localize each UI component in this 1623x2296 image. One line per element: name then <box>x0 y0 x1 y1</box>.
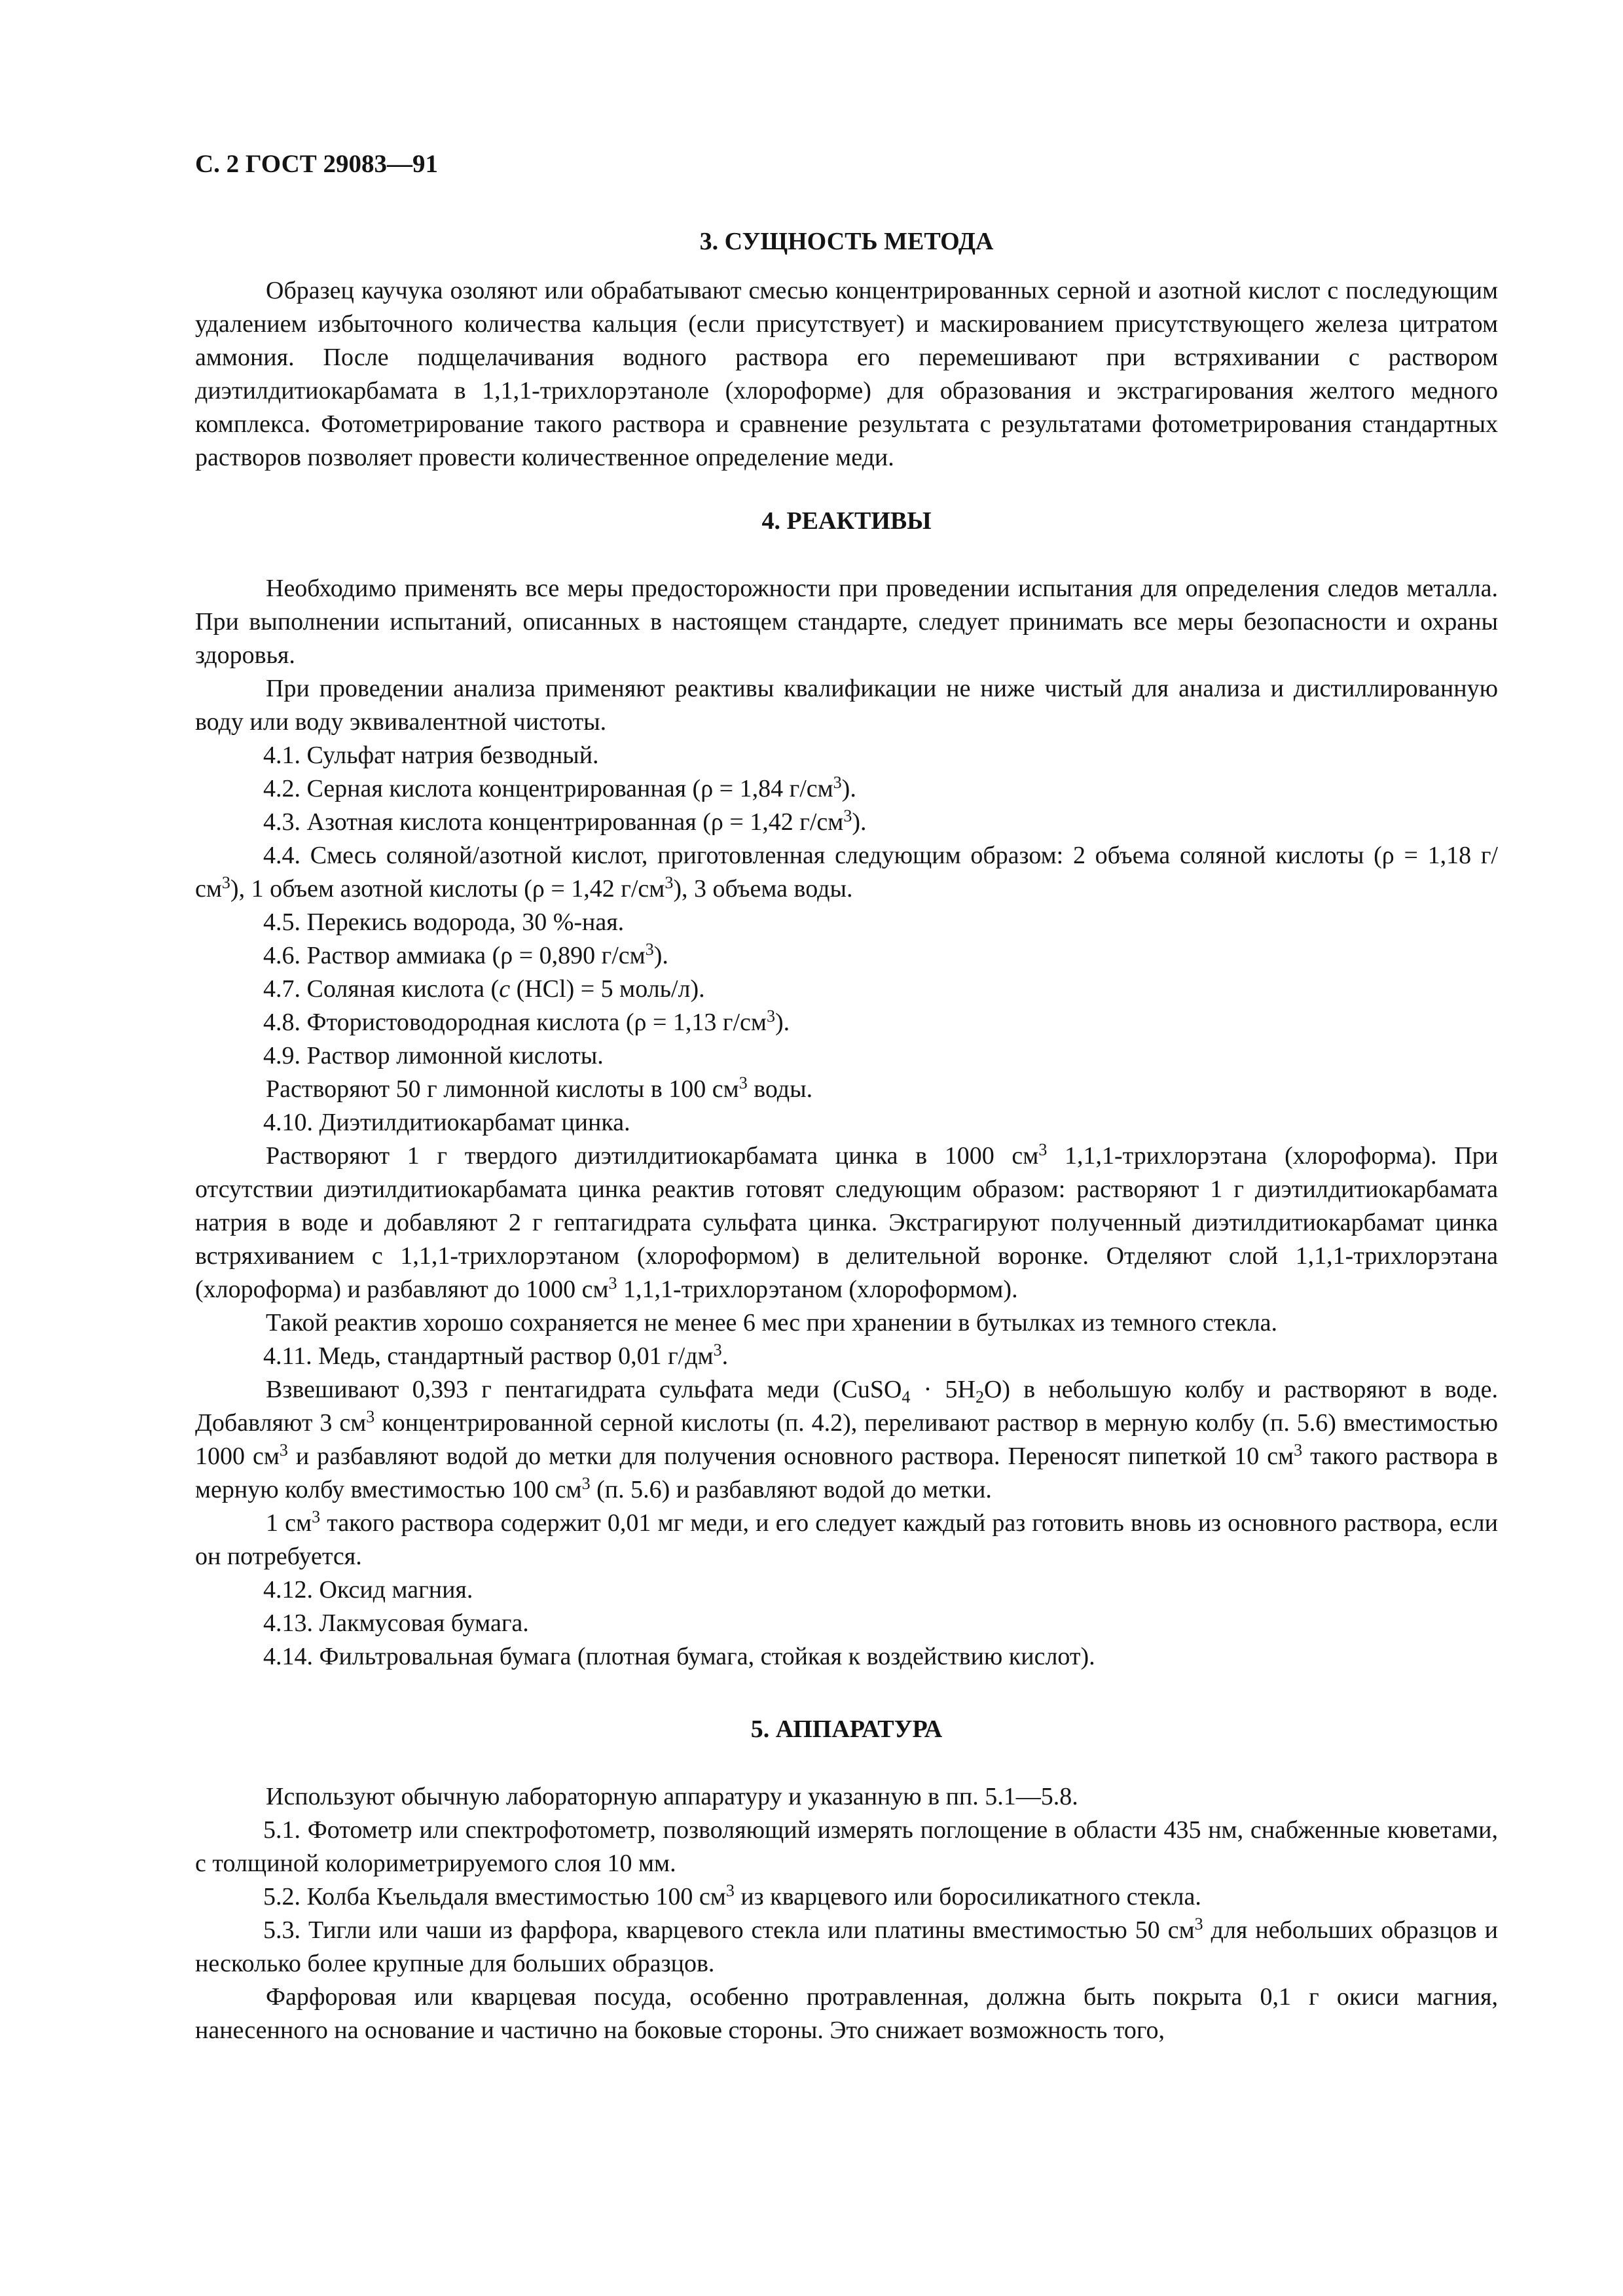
section-4-intro: Необходимо применять все меры предосторожности при проведении испытания для определения следов металла. При выполнении испытаний, описанных в настоящем стандарте, следует принимать все меры безопасности и охраны здоровья. <box>195 575 1498 669</box>
item-4-7: 4.7. Соляная кислота (c (HCl) = 5 моль/л). <box>263 975 705 1003</box>
item-4-6: 4.6. Раствор аммиака (ρ = 0,890 $г/см^3$). <box>263 940 668 969</box>
section-3-title: 3. СУЩНОСТЬ МЕТОДА <box>699 228 994 255</box>
page-body <box>195 225 1498 2047</box>
item-5-1: 5.1. Фотометр или спектрофотометр, позволяющий измерять поглощение в области 435 нм, снабженные кюветами, с толщиной колориметрируемого слоя 10 мм. <box>195 1816 1498 1877</box>
item-5-3: 5.3. Тигли или чаши из фарфора, кварцевого стекла или платины вместимостью 50 $см^3$ для небольших образцов и несколько более крупные для больших образцов. <box>195 1914 1498 1977</box>
item-4-5: 4.5. Перекись водорода, 30 %-ная. <box>263 908 625 936</box>
item-4-8: 4.8. Фтористоводородная кислота (ρ = 1,13 $г/см^3$). <box>263 1007 790 1036</box>
section-5-intro: Используют обычную лабораторную аппаратуру и указанную в пп. 5.1—5.8. <box>266 1783 1078 1810</box>
item-4-12: 4.12. Оксид магния. <box>263 1576 473 1604</box>
item-4-13: 4.13. Лакмусовая бумага. <box>263 1609 529 1637</box>
item-4-11-text: Взвешивают 0,393 г пентагидрата сульфата меди (CuSO$_4$ · $5H_2O$) в небольшую колбу и растворяют в воде. Добавляют 3 $см^3$ концентрированной серной кислоты (п. 4.2), переливают раствор в мерную колбу (п. 5.6) вместимостью 1000 $см^3$ и разбавляют водой до метки для получения основного раствора. Переносят пипеткой 10 $см^3$ такого раствора в мерную колбу вместимостью 100 $см^3$ (п. 5.6) и разбавляют водой до метки. <box>195 1376 1498 1503</box>
item-4-11: 4.11. Медь, стандартный раствор 0,01 $г/дм^3$. <box>263 1340 729 1370</box>
section-4-purity-note: При проведении анализа применяют реактивы квалификации не ниже чистый для анализа и дистиллированную воду или воду эквивалентной чистоты. <box>195 675 1498 736</box>
running-head: С. 2 ГОСТ 29083—91 <box>195 150 438 178</box>
item-4-9: 4.9. Раствор лимонной кислоты. <box>263 1042 604 1069</box>
item-5-3-note: Фарфоровая или кварцевая посуда, особенно протравленная, должна быть покрыта 0,1 г окиси магния, нанесенного на основание и частично на боковые стороны. Это снижает возможность того, <box>195 1983 1498 2044</box>
item-4-1: 4.1. Сульфат натрия безводный. <box>263 742 599 769</box>
section-4-title: 4. РЕАКТИВЫ <box>761 507 932 535</box>
item-4-9-text: Растворяют 50 г лимонной кислоты в 100 $см^3$ воды. <box>266 1073 813 1103</box>
section-3-paragraph: Образец каучука озоляют или обрабатывают смесью концентрированных серной и азотной кислот с последующим удалением избыточного количества кальция (если присутствует) и маскированием присутствующего железа цитратом аммония. После подщелачивания водного раствора его перемешивают при встряхивании с раствором диэтилдитиокарбамата в 1,1,1-трихлорэтаноле (хлороформе) для образования и экстрагирования желтого медного комплекса. Фотометрирование такого раствора и сравнение результата с результатами фотометрирования стандартных растворов позволяет провести количественное определение меди. <box>195 277 1498 471</box>
item-5-2: 5.2. Колба Къельдаля вместимостью 100 $см^3$ из кварцевого или боросиликатного стекла. <box>263 1881 1201 1910</box>
item-4-11-note: 1 $см^3$ такого раствора содержит 0,01 мг меди, и его следует каждый раз готовить вновь из основного раствора, если он потребуется. <box>195 1507 1498 1570</box>
item-4-10: 4.10. Диэтилдитиокарбамат цинка. <box>263 1109 630 1136</box>
item-4-2: 4.2. Серная кислота концентрированная (ρ = 1,84 $г/см^3$). <box>263 773 856 802</box>
item-4-14: 4.14. Фильтровальная бумага (плотная бумага, стойкая к воздействию кислот). <box>263 1643 1095 1670</box>
item-4-10-storage: Такой реактив хорошо сохраняется не менее 6 мес при хранении в бутылках из темного стекла. <box>266 1309 1278 1336</box>
section-5-title: 5. АППАРАТУРА <box>750 1715 943 1743</box>
item-4-4: 4.4. Смесь соляной/азотной кислот, приготовленная следующим образом: 2 объема соляной кислоты (ρ = 1,18 $г/см^3$), 1 объем азотной кислоты (ρ = 1,42 $г/см^3$), 3 объема воды. <box>195 842 1498 903</box>
item-4-10-text: Растворяют 1 г твердого диэтилдитиокарбамата цинка в 1000 $см^3$ 1,1,1-трихлорэтана (хлороформа). При отсутствии диэтилдитиокарбамата цинка реактив готовят следующим образом: растворяют 1 г диэтилдитиокарбамата натрия в воде и добавляют 2 г гептагидрата сульфата цинка. Экстрагируют полученный диэтилдитиокарбамат цинка встряхиванием с 1,1,1-трихлорэтаном (хлороформом) в делительной воронке. Отделяют слой 1,1,1-трихлорэтана (хлороформа) и разбавляют до 1000 $см^3$ 1,1,1-трихлорэтаном (хлороформом). <box>195 1140 1498 1303</box>
item-4-3: 4.3. Азотная кислота концентрированная (ρ = 1,42 $г/см^3$). <box>263 806 867 836</box>
